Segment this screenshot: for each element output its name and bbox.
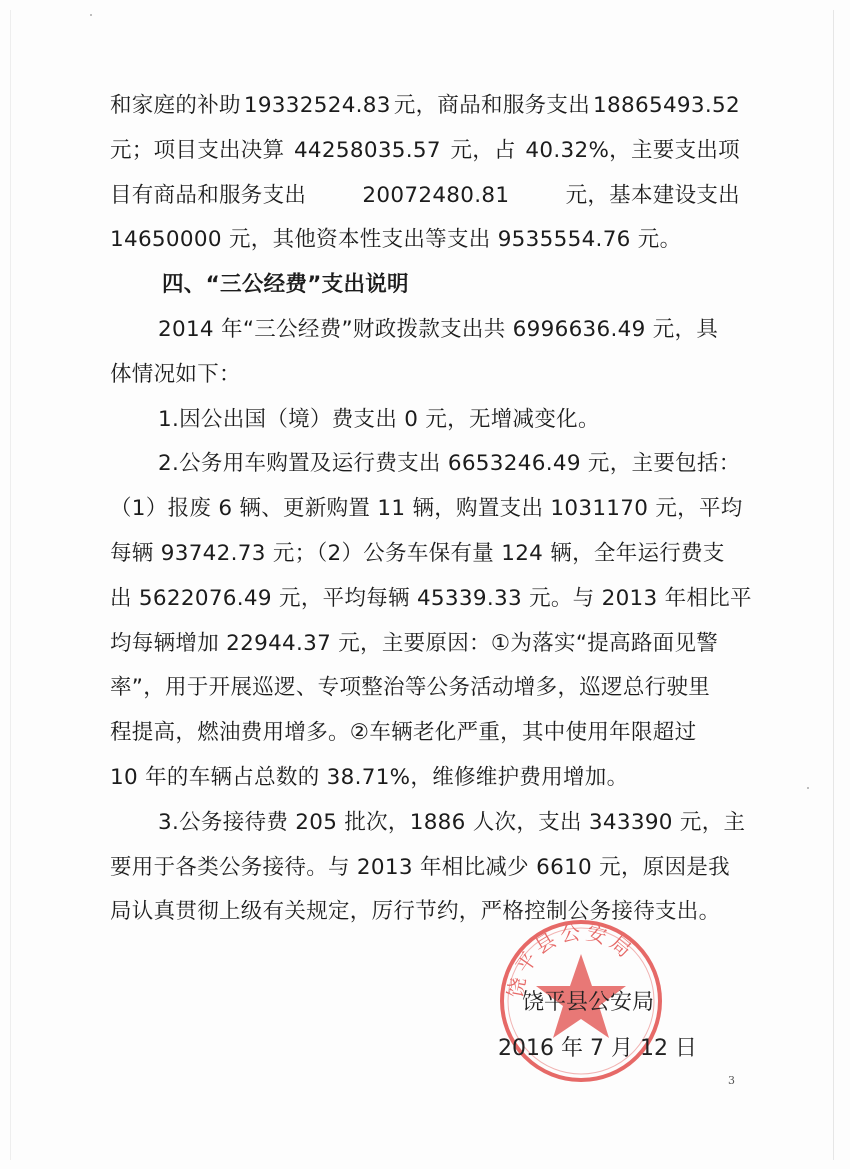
signature-organization: 饶平县公安局 <box>522 990 655 1015</box>
body-line-1 <box>110 84 740 129</box>
body-line-6: 2014 年“三公经费”财政拨款支出共 6996636.49 元，具 <box>158 316 719 342</box>
item-3-line-1: 3.公务接待费 205 批次，1886 人次，支出 343390 元，主 <box>158 809 746 835</box>
item-2-line-7: 程提高，燃油费用增多。②车辆老化严重，其中使用年限超过 <box>110 720 697 746</box>
text-segment: 44258035.57 <box>293 137 441 163</box>
scan-speck <box>90 14 92 16</box>
text-segment: 目有商品和服务支出 <box>110 182 307 208</box>
item-3-line-3: 局认真贯彻上级有关规定，厉行节约，严格控制公务接待支出。 <box>110 899 721 925</box>
document-body <box>110 84 752 935</box>
text-segment: 和家庭的补助 <box>110 93 241 118</box>
text-segment: 19332524.83 <box>243 93 391 118</box>
text-segment: 元，基本建设支出 <box>565 182 740 208</box>
text-segment: 元，占 <box>450 137 516 163</box>
svg-text:饶平县公安局: 饶平县公安局 <box>503 919 640 1000</box>
item-2-line-4: 出 5622076.49 元，平均每辆 45339.33 元。与 2013 年相比平 <box>110 585 752 611</box>
item-2-line-5: 均每辆增加 22944.37 元，主要原因：①为落实“提高路面见警 <box>110 630 719 656</box>
item-1-line: 1.因公出国（境）费支出 0 元，无增减变化。 <box>158 406 600 432</box>
page-number: 3 <box>728 1074 735 1087</box>
text-segment: 元；项目支出决算 <box>110 137 285 163</box>
item-2-line-1: 2.公务用车购置及运行费支出 6653246.49 元，主要包括： <box>158 451 741 477</box>
text-segment: 20072480.81 <box>362 182 510 208</box>
body-line-4: 14650000 元，其他资本性支出等支出 9535554.76 元。 <box>110 227 682 253</box>
text-segment: 40.32%，主要支出项 <box>525 137 740 163</box>
item-3-line-2: 要用于各类公务接待。与 2013 年相比减少 6610 元，原因是我 <box>110 854 730 880</box>
body-line-2 <box>110 129 740 174</box>
signature-date: 2016 年 7 月 12 日 <box>498 1036 697 1061</box>
item-2-line-8: 10 年的车辆占总数的 38.71%，维修维护费用增加。 <box>110 764 629 790</box>
text-segment: 元，商品和服务支出 <box>393 93 591 118</box>
scan-speck <box>807 787 809 789</box>
item-2-line-6: 率”，用于开展巡逻、专项整治等公务活动增多，巡逻总行驶里 <box>110 675 711 701</box>
body-line-7: 体情况如下： <box>110 361 241 387</box>
scan-edge-right <box>833 10 834 1160</box>
item-2-line-2: （1）报废 6 辆、更新购置 11 辆，购置支出 1031170 元，平均 <box>110 496 743 522</box>
scan-edge-left <box>10 10 11 1160</box>
section-heading: 四、“三公经费”支出说明 <box>162 272 409 298</box>
text-segment: 18865493.52 <box>593 93 740 118</box>
item-2-line-3: 每辆 93742.73 元；（2）公务车保有量 124 辆，全年运行费支 <box>110 540 725 566</box>
body-line-3 <box>110 174 740 219</box>
